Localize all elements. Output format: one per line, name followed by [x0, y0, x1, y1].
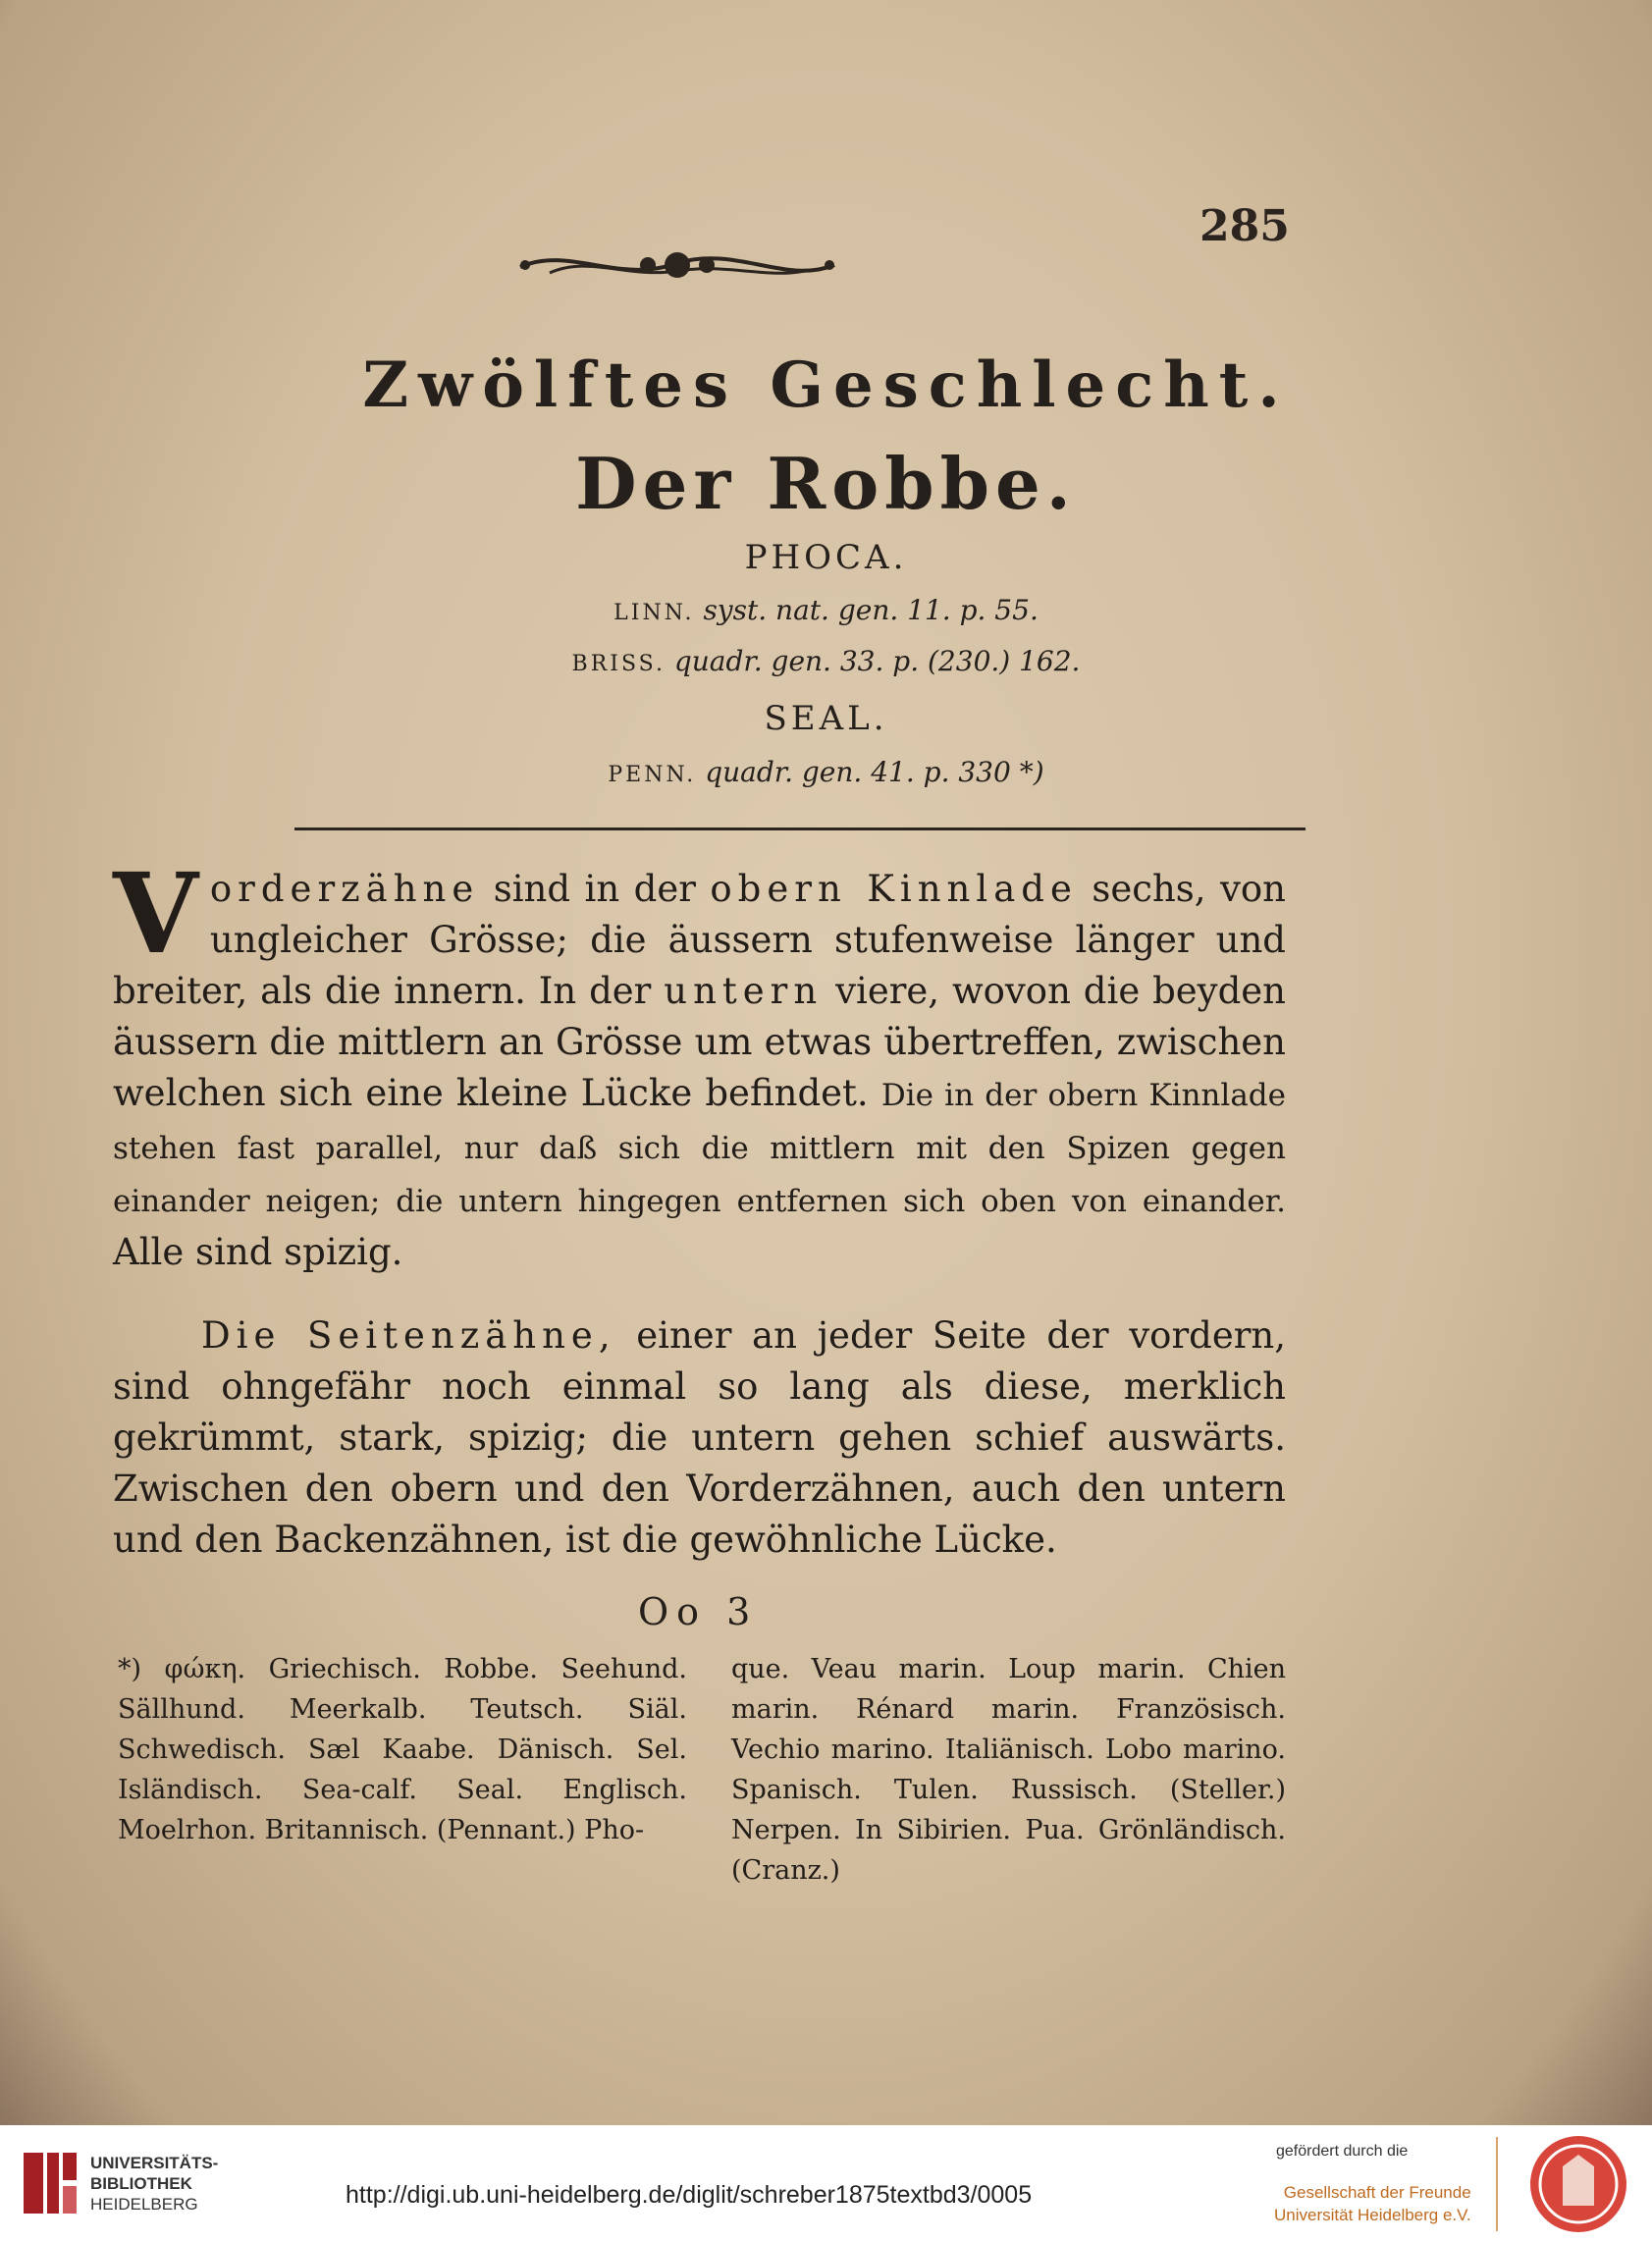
paragraph-front-teeth — [113, 850, 1287, 1278]
sponsor-label: gefördert durch die — [1276, 2143, 1409, 2160]
permalink-url[interactable]: http://digi.ub.uni-heidelberg.de/diglit/schreber1875textbd3/0005 — [346, 2181, 1033, 2209]
sponsor-name-line: Universität Heidelberg e.V. — [1274, 2206, 1471, 2224]
footnote-left-column: *) φώκη. Griechisch. Robbe. Seehund. Sällhund. Meerkalb. Teutsch. Siäl. Schwedisch. Sæl Kaabe. Dänisch. Sel. Isländisch. Sea-calf. Seal. Englisch. Moelrhon. Britannisch. (Pennant.) Pho- — [118, 1654, 687, 1845]
page-number: 285 — [1199, 201, 1290, 251]
university-seal-icon — [1527, 2133, 1629, 2235]
reference-text: quadr. gen. 33. p. (230.) 162. — [673, 645, 1081, 677]
reference-author: PENN. — [608, 763, 697, 787]
library-name — [90, 2153, 218, 2215]
spaced-term: Die Seitenzähne, — [201, 1314, 616, 1357]
reference-author: LINN. — [613, 601, 695, 625]
library-name-line: UNIVERSITÄTS- — [90, 2154, 219, 2172]
latin-name: PHOCA. — [744, 538, 908, 577]
paragraph-text: sechs, von ungleicher Grösse; die äussern stufenweise länger und breiter, als die innern. In der — [113, 868, 1287, 1012]
spaced-term: obern Kinnlade — [710, 868, 1078, 910]
library-name-line: BIBLIOTHEK — [90, 2174, 192, 2193]
english-name: SEAL. — [764, 699, 888, 738]
footnote-right-column: que. Veau marin. Loup marin. Chien marin. Rénard marin. Französisch. Vechio marino. Italiänisch. Lobo marino. Spanisch. Tulen. Russisch. (Steller.) Nerpen. In Sibirien. Pua. Grönländisch. (Cranz.) — [731, 1654, 1286, 1886]
reference-pennant — [0, 756, 1652, 788]
drop-cap: V — [113, 850, 198, 979]
paragraph-text: sind in der — [479, 868, 711, 910]
footer-divider — [1496, 2137, 1498, 2231]
paragraph-text: viere, wovon die beyden äussern die mittlern an Grösse um etwas übertreffen, zwischen welchen sich eine kleine Lücke befindet. — [113, 970, 1286, 1114]
reference-brisson — [0, 645, 1652, 677]
library-logo-icon — [20, 2147, 80, 2219]
reference-text: quadr. gen. 41. p. 330 *) — [705, 756, 1044, 788]
spaced-term: orderzähne — [209, 868, 480, 910]
family-heading: Der Robbe. — [575, 442, 1077, 525]
reference-linnaeus — [0, 594, 1652, 626]
reference-text: syst. nat. gen. 11. p. 55. — [703, 594, 1039, 626]
printer-signature: Oo 3 — [638, 1590, 759, 1633]
spaced-term: untern — [664, 970, 824, 1012]
viewer-footer — [0, 2125, 1652, 2242]
sponsor-name — [1274, 2181, 1471, 2226]
reference-author: BRISS. — [571, 652, 666, 676]
ornament-icon — [510, 236, 844, 294]
paragraph-side-teeth — [113, 1310, 1286, 1566]
small-print-text: Die in der obern Kinnlade stehen fast parallel, nur daß sich die mittlern mit den Spizen gegen einander neigen; die untern hingegen entfernen sich oben von einander. — [113, 1078, 1286, 1219]
paragraph-text: Alle sind spizig. — [113, 1231, 403, 1273]
genus-heading: Zwölftes Geschlecht. — [362, 348, 1290, 422]
divider-rule — [294, 827, 1306, 830]
sponsor-name-line: Gesellschaft der Freunde — [1283, 2183, 1471, 2202]
library-name-line: HEIDELBERG — [90, 2195, 198, 2214]
paragraph-text: einer an jeder Seite der vordern, sind ohngefähr noch einmal so lang als diese, merklich gekrümmt, stark, spizig; die untern gehen schief auswärts. Zwischen den obern und den Vorderzähnen, auch den untern und den Backenzähnen, ist die gewöhnliche Lücke. — [113, 1314, 1286, 1561]
